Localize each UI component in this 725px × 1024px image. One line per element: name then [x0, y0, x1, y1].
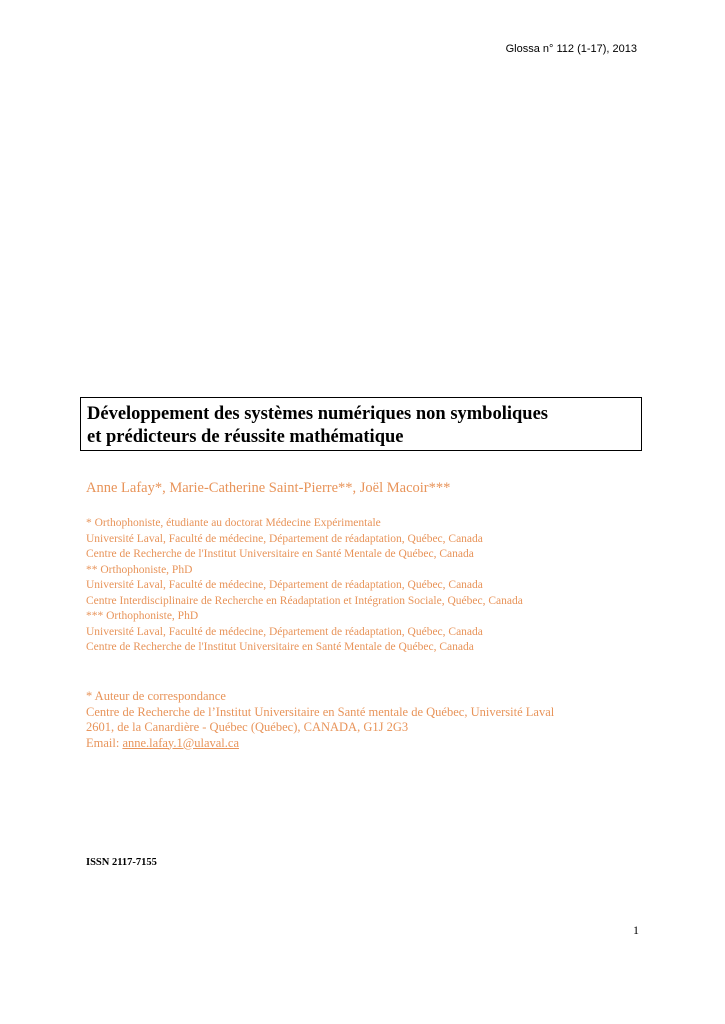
affiliation-line: Université Laval, Faculté de médecine, Département de réadaptation, Québec, Canada: [86, 579, 483, 591]
issn: ISSN 2117-7155: [86, 857, 157, 868]
correspondence-address-2: 2601, de la Canardière - Québec (Québec), CANADA, G1J 2G3: [86, 720, 409, 734]
journal-reference: Glossa n° 112 (1-17), 2013: [505, 43, 637, 55]
affiliation-line: Université Laval, Faculté de médecine, Département de réadaptation, Québec, Canada: [86, 532, 483, 545]
title-line-2: et prédicteurs de réussite mathématique: [87, 427, 404, 447]
email-label: Email:: [86, 735, 123, 750]
email-link[interactable]: anne.lafay.1@ulaval.ca: [122, 735, 239, 750]
correspondence-address-1: Centre de Recherche de l’Institut Universitaire en Santé mentale de Québec, Université Laval: [86, 704, 555, 719]
affiliations: [86, 516, 523, 656]
affiliation-line: *** Orthophoniste, PhD: [86, 610, 199, 622]
correspondence-heading: * Auteur de correspondance: [86, 689, 226, 703]
title-line-1: Développement des systèmes numériques non symboliques: [87, 404, 548, 424]
authors: Anne Lafay*, Marie-Catherine Saint-Pierre**, Joël Macoir***: [86, 480, 451, 496]
affiliation-line: Centre de Recherche de l'Institut Universitaire en Santé Mentale de Québec, Canada: [86, 641, 474, 653]
page-number: 1: [633, 923, 639, 937]
correspondence-block: [86, 689, 554, 751]
title-box: [80, 397, 642, 451]
affiliation-line: ** Orthophoniste, PhD: [86, 563, 193, 576]
affiliation-line: * Orthophoniste, étudiante au doctorat Médecine Expérimentale: [86, 517, 381, 529]
affiliation-line: Centre Interdisciplinaire de Recherche en Réadaptation et Intégration Sociale, Québec, Canada: [86, 594, 523, 607]
correspondence-email-line: [86, 736, 554, 752]
affiliation-line: Centre de Recherche de l'Institut Universitaire en Santé Mentale de Québec, Canada: [86, 548, 474, 560]
affiliation-line: Université Laval, Faculté de médecine, Département de réadaptation, Québec, Canada: [86, 625, 483, 638]
